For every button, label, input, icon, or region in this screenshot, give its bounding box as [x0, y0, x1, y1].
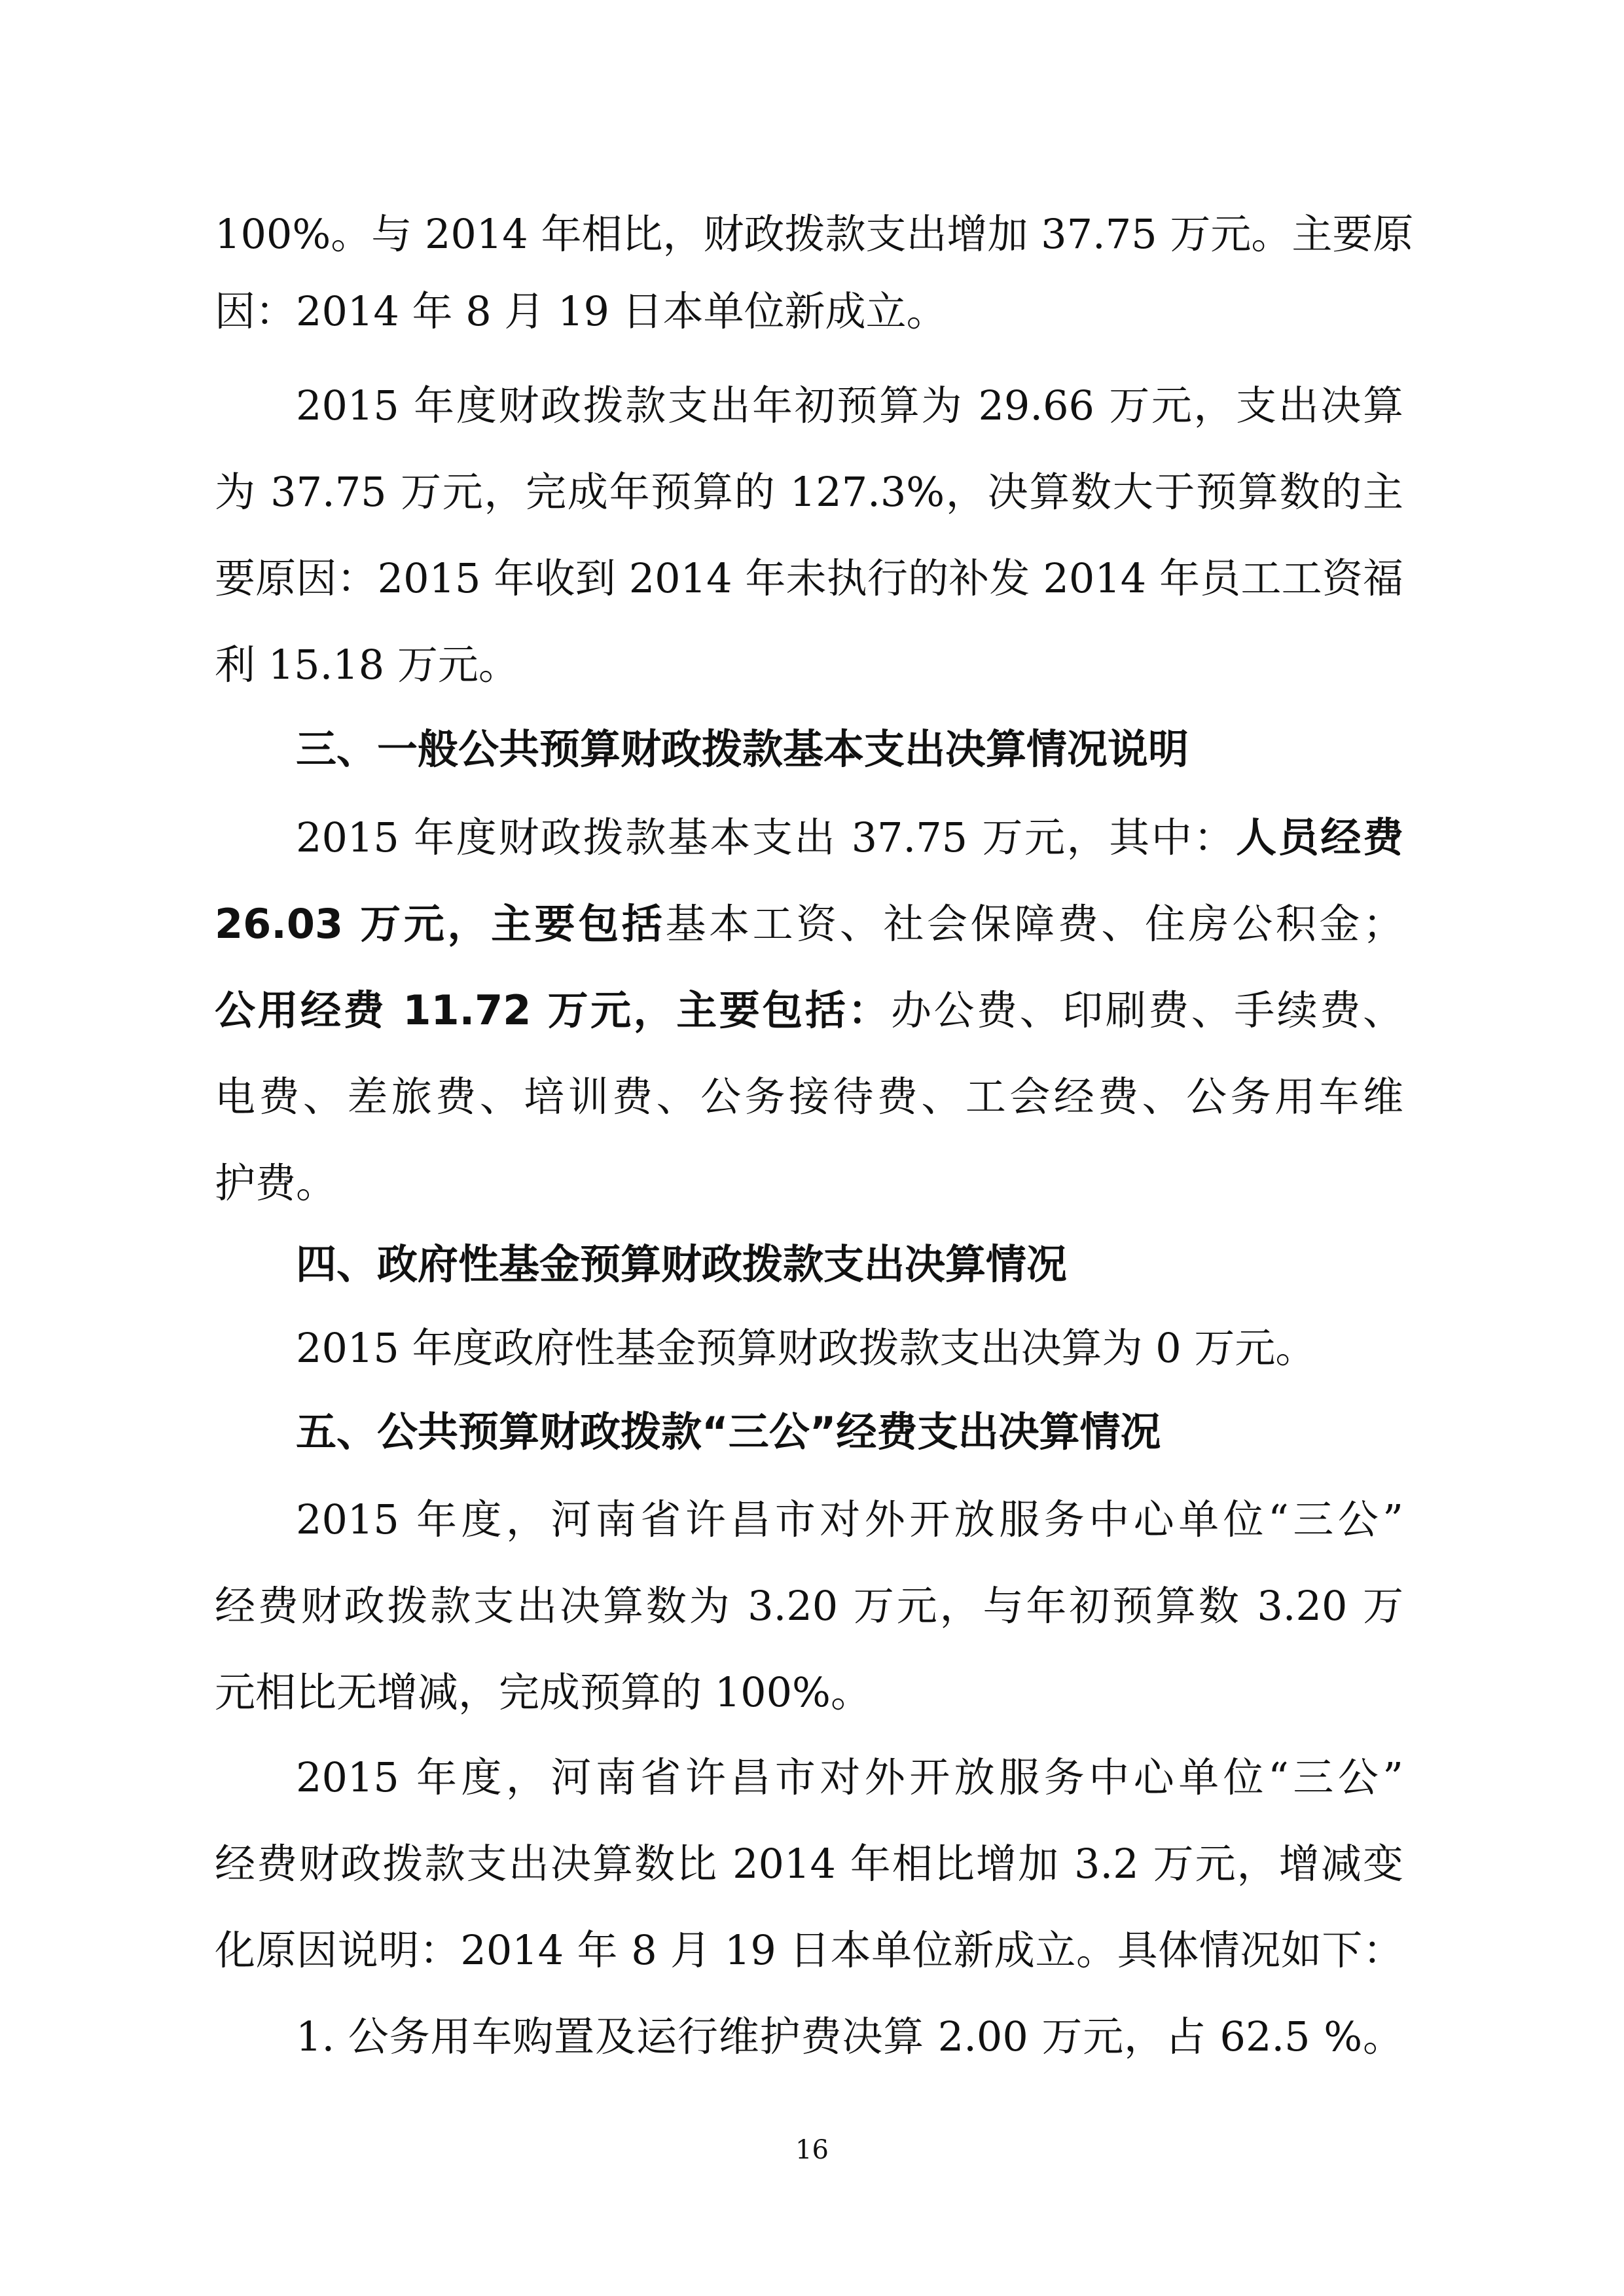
text-line: 2015 年度政府性基金预算财政拨款支出决算为 0 万元。 [296, 1324, 1316, 1372]
text-line: 利 15.18 万元。 [215, 641, 519, 689]
section-heading: 五、公共预算财政拨款“三公”经费支出决算情况 [296, 1408, 1161, 1456]
text-line [296, 812, 1403, 864]
page-number: 16 [795, 2135, 829, 2165]
bold-text: 26.03 万元，主要包括 [215, 900, 666, 948]
text-line: 经费财政拨款支出决算数为 3.20 万元，与年初预算数 3.20 万 [215, 1582, 1403, 1630]
text-line: 因：2014 年 8 月 19 日本单位新成立。 [215, 287, 947, 335]
text-line: 要原因：2015 年收到 2014 年未执行的补发 2014 年员工工资福 [215, 554, 1403, 602]
bold-text: 公用经费 11.72 万元，主要包括： [215, 986, 891, 1034]
text-line: 1. 公务用车购置及运行维护费决算 2.00 万元，占 62.5 %。 [296, 2013, 1403, 2060]
section-heading: 四、政府性基金预算财政拨款支出决算情况 [296, 1240, 1068, 1288]
text-line: 化原因说明：2014 年 8 月 19 日本单位新成立。具体情况如下： [215, 1926, 1403, 1974]
section-heading: 三、一般公共预算财政拨款基本支出决算情况说明 [296, 725, 1189, 773]
text-span: 办公费、印刷费、手续费、 [890, 986, 1403, 1034]
text-line: 2015 年度财政拨款支出年初预算为 29.66 万元，支出决算 [296, 382, 1403, 429]
text-span: 基本工资、社会保障费、住房公积金； [665, 900, 1403, 948]
text-line: 100%。与 2014 年相比，财政拨款支出增加 37.75 万元。主要原 [215, 210, 1414, 258]
text-line [215, 898, 1403, 950]
text-line: 为 37.75 万元，完成年预算的 127.3%，决算数大于预算数的主 [215, 468, 1403, 516]
text-line: 元相比无增减，完成预算的 100%。 [215, 1668, 871, 1716]
text-line: 护费。 [215, 1159, 337, 1207]
text-line: 经费财政拨款支出决算数比 2014 年相比增加 3.2 万元，增减变 [215, 1840, 1403, 1888]
text-line: 2015 年度，河南省许昌市对外开放服务中心单位“三公” [296, 1753, 1403, 1801]
text-line: 2015 年度，河南省许昌市对外开放服务中心单位“三公” [296, 1496, 1403, 1543]
bold-text: 人员经费 [1236, 814, 1403, 861]
text-line: 电费、差旅费、培训费、公务接待费、工会经费、公务用车维 [215, 1073, 1403, 1121]
text-span: 2015 年度财政拨款基本支出 37.75 万元，其中： [296, 814, 1236, 861]
text-line [215, 984, 1403, 1037]
